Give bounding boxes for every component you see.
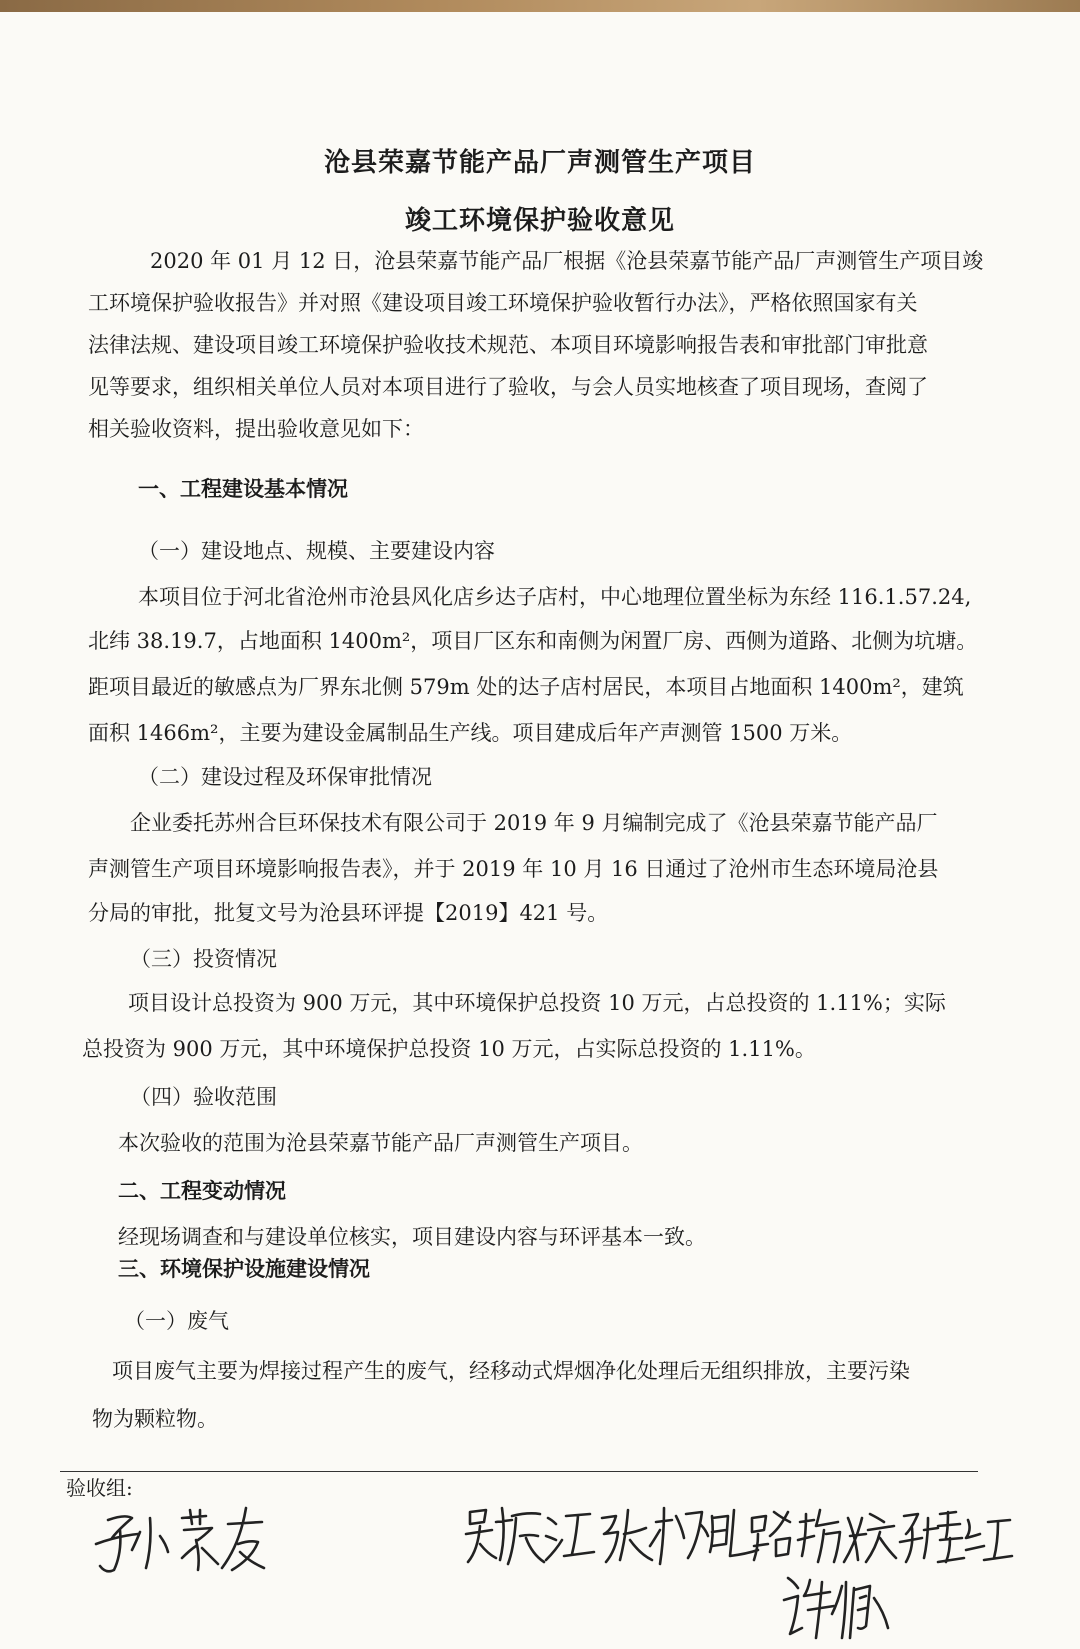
paragraph-line: 总投资为 900 万元，其中环境保护总投资 10 万元，占实际总投资的 1.11%。: [82, 1037, 816, 1061]
paragraph-line: 经现场调查和与建设单位核实，项目建设内容与环评基本一致。: [118, 1225, 706, 1249]
paragraph-line: 距项目最近的敏感点为厂界东北侧 579m 处的达子店村居民，本项目占地面积 1400m²，建筑: [88, 675, 964, 699]
paragraph-line: 物为颗粒物。: [92, 1407, 218, 1431]
paragraph-line: 企业委托苏州合巨环保技术有限公司于 2019 年 9 月编制完成了《沧县荣嘉节能产品厂: [130, 811, 938, 835]
intro-line: 工环境保护验收报告》并对照《建设项目竣工环境保护验收暂行办法》，严格依照国家有关: [88, 291, 918, 315]
signature-1: [96, 1508, 264, 1571]
handwritten-signatures: [0, 1478, 1080, 1649]
signature-divider: [60, 1471, 978, 1472]
document-title: 沧县荣嘉节能产品厂声测管生产项目: [323, 148, 756, 178]
paragraph-line: 面积 1466m²，主要为建设金属制品生产线。项目建成后年产声测管 1500 万米。: [88, 721, 853, 745]
paragraph-line: 北纬 38.19.7，占地面积 1400m²，项目厂区东和南侧为闲置厂房、西侧为道路、北侧为坑塘。: [88, 629, 978, 653]
section-heading: 一、工程建设基本情况: [138, 477, 348, 501]
section-heading: 三、环境保护设施建设情况: [118, 1257, 370, 1281]
section-heading: 二、工程变动情况: [118, 1179, 286, 1203]
paragraph-line: 声测管生产项目环境影响报告表》，并于 2019 年 10 月 16 日通过了沧州市生态环境局沧县: [88, 857, 939, 881]
intro-line: 相关验收资料，提出验收意见如下：: [88, 417, 424, 441]
signature-6: [784, 1578, 888, 1638]
signature-2: [466, 1508, 594, 1564]
subsection-heading: （一）废气: [124, 1309, 229, 1333]
intro-line: 法律法规、建设项目竣工环境保护验收技术规范、本项目环境影响报告表和审批部门审批意: [88, 333, 928, 357]
paragraph-line: 分局的审批，批复文号为沧县环评提【2019】421 号。: [88, 901, 609, 925]
signature-3: [602, 1508, 758, 1564]
paragraph-line: 项目设计总投资为 900 万元，其中环境保护总投资 10 万元，占总投资的 1.11%；实际: [128, 991, 946, 1015]
subsection-heading: （一）建设地点、规模、主要建设内容: [138, 539, 495, 563]
intro-line: 见等要求，组织相关单位人员对本项目进行了验收，与会人员实地核查了项目现场，查阅了: [88, 375, 928, 399]
paragraph-line: 项目废气主要为焊接过程产生的废气，经移动式焊烟净化处理后无组织排放，主要污染: [112, 1359, 910, 1383]
subsection-heading: （三）投资情况: [130, 947, 277, 971]
signature-label: 验收组:: [66, 1476, 133, 1500]
document-subtitle: 竣工环境保护验收意见: [404, 206, 675, 236]
intro-line: 2020 年 01 月 12 日，沧县荣嘉节能产品厂根据《沧县荣嘉节能产品厂声测管生产项目竣: [150, 249, 984, 273]
photo-top-edge: [0, 0, 1080, 12]
signature-5: [900, 1512, 1012, 1562]
signature-4: [752, 1510, 896, 1562]
subsection-heading: （二）建设过程及环保审批情况: [138, 765, 432, 789]
paragraph-line: 本次验收的范围为沧县荣嘉节能产品厂声测管生产项目。: [118, 1131, 643, 1155]
subsection-heading: （四）验收范围: [130, 1085, 277, 1109]
paragraph-line: 本项目位于河北省沧州市沧县风化店乡达子店村，中心地理位置坐标为东经 116.1.57.24,: [138, 585, 972, 609]
